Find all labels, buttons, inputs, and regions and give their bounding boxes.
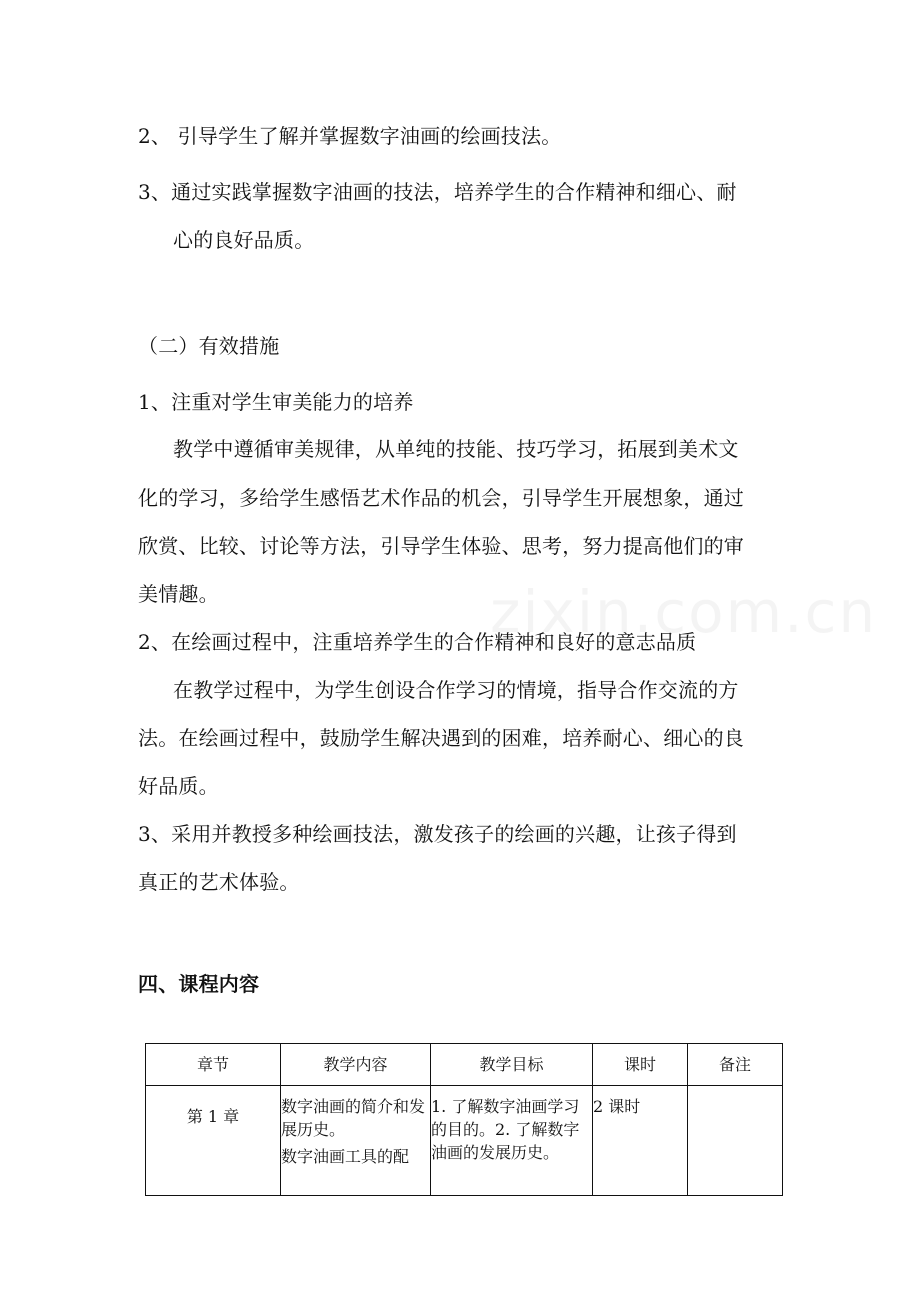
- text-line: 2、 引导学生了解并掌握数字油画的绘画技法。: [138, 124, 562, 148]
- text-line: 3、通过实践掌握数字油画的技法，培养学生的合作精神和细心、耐: [138, 180, 737, 204]
- text-line: （二）有效措施: [138, 334, 280, 358]
- content-line: 数字油画的简介和发展历史。: [281, 1097, 426, 1139]
- cell-note: [688, 1086, 783, 1196]
- cell-content: [281, 1086, 431, 1196]
- header-note: 备注: [688, 1044, 783, 1086]
- text-line: 2、在绘画过程中，注重培养学生的合作精神和良好的意志品质: [138, 630, 697, 654]
- text-line: 真正的艺术体验。: [138, 870, 300, 894]
- text-line: 法。在绘画过程中，鼓励学生解决遇到的困难，培养耐心、细心的良: [138, 726, 744, 750]
- content-line: 数字油画工具的配: [281, 1147, 410, 1166]
- course-table: [145, 1043, 783, 1196]
- text-line: 欣赏、比较、讨论等方法，引导学生体验、思考，努力提高他们的审: [138, 534, 744, 558]
- cell-chapter: 第 1 章: [146, 1086, 281, 1196]
- header-hours: 课时: [593, 1044, 688, 1086]
- hours-text: 2 课时: [593, 1097, 641, 1116]
- text-line: 3、采用并教授多种绘画技法，激发孩子的绘画的兴趣，让孩子得到: [138, 822, 737, 846]
- table-header-row: [146, 1044, 783, 1086]
- cell-goal: [431, 1086, 593, 1196]
- text-line: 心的良好品质。: [173, 228, 315, 252]
- text-line: 在教学过程中，为学生创设合作学习的情境，指导合作交流的方: [173, 678, 739, 702]
- goal-text: 1. 了解数字油画学习的目的。2. 了解数字油画的发展历史。: [431, 1097, 580, 1162]
- header-content: 教学内容: [281, 1044, 431, 1086]
- text-line: 好品质。: [138, 774, 219, 798]
- text-line: 教学中遵循审美规律，从单纯的技能、技巧学习，拓展到美术文: [173, 437, 739, 461]
- cell-hours: [593, 1086, 688, 1196]
- text-line: 1、注重对学生审美能力的培养: [138, 390, 414, 414]
- section-heading: 四、课程内容: [138, 972, 260, 996]
- table-row: [146, 1086, 783, 1196]
- text-line: 化的学习，多给学生感悟艺术作品的机会，引导学生开展想象，通过: [138, 486, 744, 510]
- header-chapter: 章节: [146, 1044, 281, 1086]
- text-line: 美情趣。: [138, 582, 219, 606]
- header-goal: 教学目标: [431, 1044, 593, 1086]
